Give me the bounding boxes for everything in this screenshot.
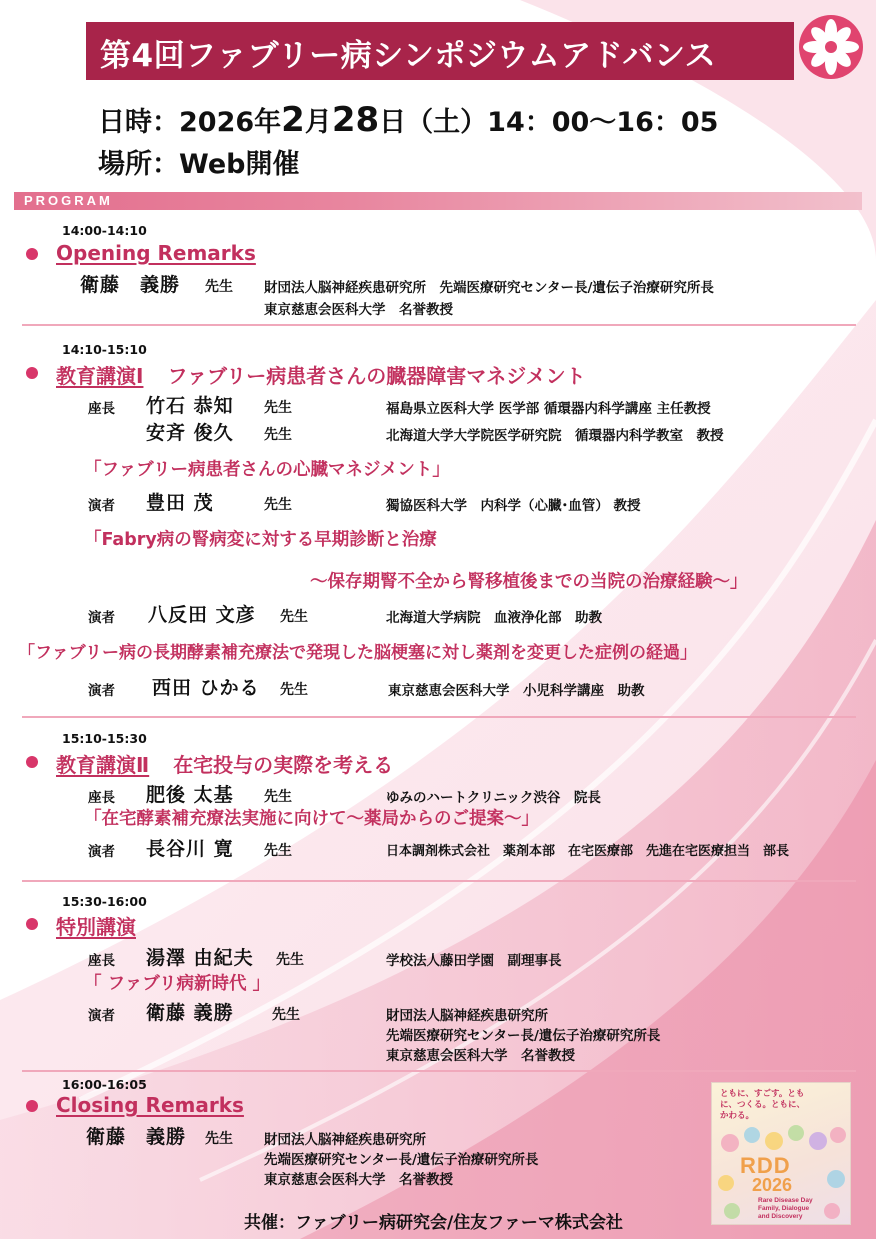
special-bullet — [26, 918, 38, 930]
flower-icon — [798, 14, 864, 80]
closing-speaker-name: 衛藤 義勝 — [86, 1126, 187, 1148]
lecture2-speaker-name: 長谷川 寛 — [146, 838, 234, 860]
divider — [22, 716, 856, 718]
lecture1-bullet — [26, 367, 38, 379]
special-speaker-honorific: 先生 — [272, 1007, 300, 1023]
opening-honorific: 先生 — [205, 279, 233, 295]
lecture2-speaker-role: 演者 — [88, 844, 115, 860]
lecture1-chair1-affiliation: 福島県立医科大学 医学部 循環器内科学講座 主任教授 — [386, 401, 711, 417]
lecture2-time: 15:10-15:30 — [62, 731, 147, 746]
lecture2-talk-title: 「在宅酵素補充療法実施に向けて～薬局からのご提案～」 — [84, 809, 539, 829]
lecture1-chair2-honorific: 先生 — [264, 427, 292, 443]
special-talk-title: 「 ファブリ病新時代 」 — [84, 974, 271, 994]
lecture1-chair2-affiliation: 北海道大学大学院医学研究院 循環器内科学教室 教授 — [386, 428, 724, 444]
lecture1-chair2-name: 安斉 俊久 — [146, 422, 234, 444]
closing-honorific: 先生 — [205, 1131, 233, 1147]
lecture1-talk2-title: 「Fabry病の腎病変に対する早期診断と治療 — [84, 530, 437, 550]
lecture2-speaker-affiliation: 日本調剤株式会社 薬剤本部 在宅医療部 先進在宅医療担当 部長 — [386, 844, 790, 859]
logo-subtitle: Rare Disease Day Family, Dialogue and Discovery — [758, 1197, 813, 1220]
lecture1-talk2-affiliation: 北海道大学病院 血液浄化部 助教 — [386, 610, 602, 626]
lecture1-talk2-role: 演者 — [88, 610, 115, 626]
lecture1-talk3-affiliation: 東京慈恵会医科大学 小児科学講座 助教 — [388, 683, 645, 699]
lecture2-chair-name: 肥後 太基 — [146, 784, 234, 806]
lecture1-talk1-title: 「ファブリー病患者さんの心臓マネジメント」 — [84, 460, 450, 480]
special-time: 15:30-16:00 — [62, 894, 147, 909]
special-chair-honorific: 先生 — [276, 952, 304, 968]
lecture2-title: 教育講演Ⅱ 在宅投与の実際を考える — [56, 753, 394, 777]
lecture2-bullet — [26, 756, 38, 768]
divider — [22, 324, 856, 326]
lecture2-speaker-honorific: 先生 — [264, 843, 292, 859]
special-chair-affiliation: 学校法人藤田学園 副理事長 — [386, 953, 562, 969]
cohost: 共催：ファブリー病研究会/住友ファーマ株式会社 — [244, 1213, 623, 1233]
lecture1-talk1-speaker: 豊田 茂 — [146, 492, 214, 514]
lecture1-talk3-honorific: 先生 — [280, 682, 308, 698]
lecture1-talk1-affiliation: 獨協医科大学 内科学（心臓･血管） 教授 — [386, 498, 641, 514]
closing-affiliation-1: 財団法人脳神経疾患研究所 — [264, 1132, 426, 1148]
special-speaker-name: 衛藤 義勝 — [146, 1002, 234, 1024]
lecture1-talk2-honorific: 先生 — [280, 609, 308, 625]
lecture1-talk3-role: 演者 — [88, 683, 115, 699]
lecture1-talk3-speaker: 西田 ひかる — [152, 677, 260, 699]
lecture1-talk2-speaker: 八反田 文彦 — [148, 604, 256, 626]
lecture1-talk1-role: 演者 — [88, 498, 115, 514]
logo-year: 2026 — [752, 1175, 793, 1195]
special-chair-role: 座長 — [88, 953, 115, 969]
rdd-2026-logo — [711, 1082, 851, 1225]
special-chair-name: 湯澤 由紀夫 — [146, 947, 254, 969]
lecture1-talk1-honorific: 先生 — [264, 497, 292, 513]
special-title: 特別講演 — [56, 915, 136, 939]
special-speaker-role: 演者 — [88, 1008, 115, 1024]
lecture1-title: 教育講演Ⅰ ファブリー病患者さんの臓器障害マネジメント — [56, 364, 586, 388]
divider — [22, 880, 856, 882]
event-venue: 場所：Web開催 — [98, 149, 300, 180]
logo-rdd: RDD — [740, 1153, 791, 1178]
opening-time: 14:00-14:10 — [62, 223, 147, 238]
program-header-bar — [14, 192, 862, 210]
lecture2-chair-affiliation: ゆみのハートクリニック渋谷 院長 — [386, 790, 601, 806]
logo-tagline: ともに、すごす。ともに、つくる。ともに、かわる。 — [720, 1089, 806, 1121]
lecture2-chair-honorific: 先生 — [264, 789, 292, 805]
event-datetime: 日時：2026年2月28日（土）14：00～16：05 — [98, 100, 719, 140]
lecture1-chair1-name: 竹石 恭知 — [146, 395, 234, 417]
lecture1-time: 14:10-15:10 — [62, 342, 147, 357]
divider — [22, 1070, 856, 1072]
opening-speaker-name: 衛藤 義勝 — [80, 274, 181, 296]
lecture2-chair-role: 座長 — [88, 790, 115, 806]
special-speaker-affiliation-1: 財団法人脳神経疾患研究所 — [386, 1008, 548, 1024]
closing-affiliation-3: 東京慈恵会医科大学 名誉教授 — [264, 1172, 453, 1188]
opening-affiliation-1: 財団法人脳神経疾患研究所 先端医療研究センター長/遺伝子治療研究所長 — [264, 280, 714, 296]
special-speaker-affiliation-3: 東京慈恵会医科大学 名誉教授 — [386, 1048, 575, 1064]
opening-title: Opening Remarks — [56, 241, 256, 265]
special-speaker-affiliation-2: 先端医療研究センター長/遺伝子治療研究所長 — [386, 1028, 661, 1044]
lecture1-chair-role: 座長 — [88, 401, 115, 417]
title-bar — [86, 22, 794, 80]
page-title: 第4回ファブリー病シンポジウムアドバンス — [100, 38, 717, 74]
closing-title: Closing Remarks — [56, 1093, 244, 1117]
lecture1-chair1-honorific: 先生 — [264, 400, 292, 416]
closing-bullet — [26, 1100, 38, 1112]
closing-affiliation-2: 先端医療研究センター長/遺伝子治療研究所長 — [264, 1152, 539, 1168]
lecture1-talk2-subtitle: ～保存期腎不全から腎移植後までの当院の治療経験～」 — [310, 572, 748, 592]
lecture1-talk3-title: 「ファブリー病の長期酵素補充療法で発現した脳梗塞に対し薬剤を変更した症例の経過」 — [18, 643, 697, 663]
opening-affiliation-2: 東京慈恵会医科大学 名誉教授 — [264, 302, 453, 318]
opening-bullet — [26, 248, 38, 260]
program-label: PROGRAM — [24, 193, 113, 208]
closing-time: 16:00-16:05 — [62, 1077, 147, 1092]
